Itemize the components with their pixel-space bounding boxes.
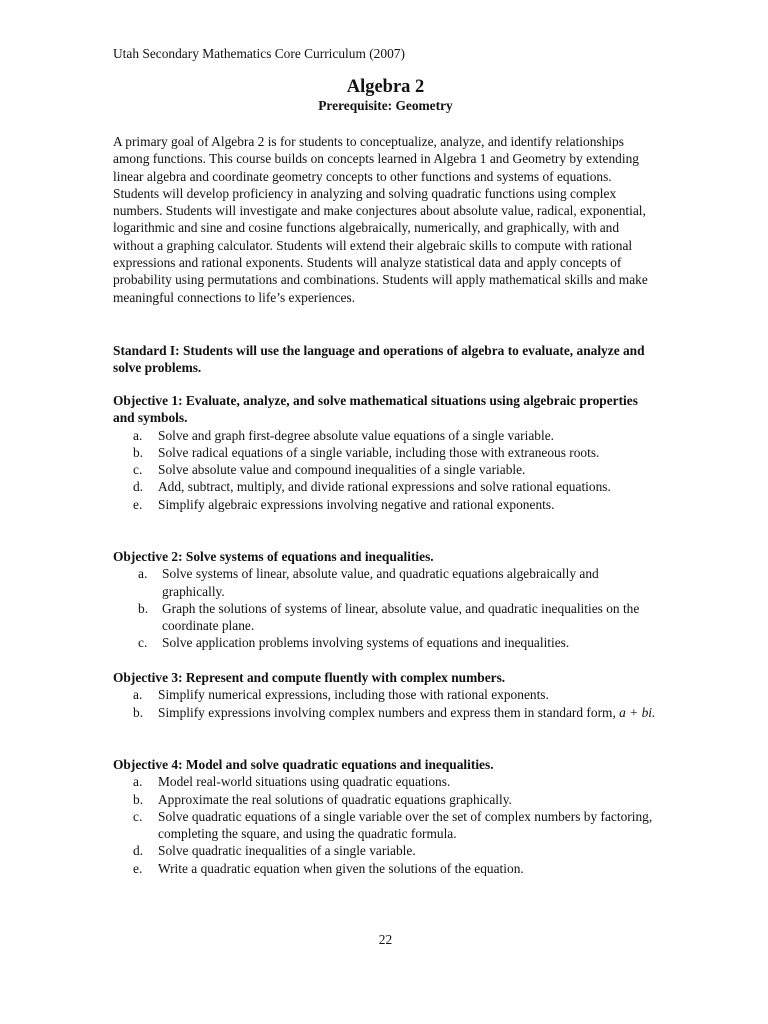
page-number: 22 (378, 932, 393, 947)
item-text: Solve application problems involving systems of equations and inequalities. (162, 635, 570, 651)
objective-items (113, 773, 658, 877)
objective-items (113, 565, 658, 651)
item-text: Model real-world situations using quadratic equations. (158, 774, 451, 790)
running-header: Utah Secondary Mathematics Core Curriculum (2007) (113, 46, 405, 61)
item-text: Approximate the real solutions of quadratic equations graphically. (158, 791, 512, 807)
item-marker: c. (133, 462, 143, 478)
objective-title: Objective 1: Evaluate, analyze, and solve mathematical situations using algebraic properties and symbols. (113, 393, 638, 426)
objective-items (113, 427, 658, 513)
objective-items (113, 686, 658, 721)
item-text: Solve quadratic inequalities of a single variable. (158, 843, 416, 859)
item-marker: d. (133, 843, 144, 859)
list-item (113, 478, 658, 495)
item-text: Add, subtract, multiply, and divide rational expressions and solve rational equations. (158, 479, 611, 495)
item-text: Solve absolute value and compound inequalities of a single variable. (158, 462, 526, 478)
objective-title: Objective 3: Represent and compute fluently with complex numbers. (113, 670, 506, 685)
item-marker: b. (138, 600, 149, 616)
list-item (113, 686, 658, 703)
item-marker: b. (133, 444, 144, 460)
item-text: Simplify expressions involving complex numbers and express them in standard form, (158, 704, 616, 720)
list-item (113, 842, 658, 859)
standard-form-expression: a + bi. (619, 704, 656, 720)
item-marker: b. (133, 791, 144, 807)
item-marker: a. (133, 687, 143, 703)
item-marker: a. (133, 427, 143, 443)
item-text: Simplify algebraic expressions involving negative and rational exponents. (158, 496, 555, 512)
list-item (113, 704, 658, 721)
list-item (113, 461, 658, 478)
item-text: Graph the solutions of systems of linear, absolute value, and quadratic inequalities on the coordinate plane. (162, 600, 640, 634)
list-item (113, 773, 658, 790)
item-text: Solve radical equations of a single variable, including those with extraneous roots. (158, 444, 600, 460)
item-marker: c. (138, 635, 148, 651)
item-marker: a. (133, 774, 143, 790)
list-item (113, 634, 658, 651)
list-item (113, 565, 658, 600)
standard-heading: Standard I: Students will use the language and operations of algebra to evaluate, analyze and solve problems. (113, 343, 645, 376)
objective-title: Objective 4: Model and solve quadratic equations and inequalities. (113, 757, 494, 772)
list-item (113, 444, 658, 461)
item-text: Solve quadratic equations of a single variable over the set of complex numbers by factoring, completing the square, and using the quadratic formula. (158, 808, 653, 842)
list-item (113, 791, 658, 808)
item-marker: c. (133, 808, 143, 824)
item-text: Solve systems of linear, absolute value, and quadratic equations algebraically and graphically. (162, 566, 599, 599)
list-item (113, 427, 658, 444)
item-marker: d. (133, 479, 144, 495)
item-marker: e. (133, 496, 143, 512)
item-marker: b. (133, 704, 144, 720)
list-item (113, 860, 658, 877)
objective-3 (113, 669, 658, 721)
list-item (113, 600, 658, 635)
item-text: Write a quadratic equation when given the solutions of the equation. (158, 860, 524, 876)
objective-1 (113, 392, 658, 513)
prerequisite-line: Prerequisite: Geometry (318, 98, 453, 113)
item-marker: a. (138, 566, 148, 582)
intro-paragraph: A primary goal of Algebra 2 is for students to conceptualize, analyze, and identify relationships among functions. This course builds on concepts learned in Algebra 1 and Geometry by extending linear algebra and coordinate geometry concepts to other functions and systems of equations. Students will develop proficiency in analyzing and solving quadratic functions using complex numbers. Students will investigate and make conjectures about absolute value, radical, exponential, logarithmic and sine and cosine functions algebraically, numerically, and graphically, with and without a graphing calculator. Students will extend their algebraic skills to compute with rational expressions and rational exponents. Students will analyze statistical data and apply concepts of probability using permutations and combinations. Students will apply mathematical skills and make meaningful connections to life’s experiences. (113, 134, 648, 305)
objective-4 (113, 756, 658, 877)
item-text: Solve and graph first-degree absolute value equations of a single variable. (158, 427, 555, 443)
page-title: Algebra 2 (346, 77, 425, 97)
list-item (113, 496, 658, 513)
objective-2 (113, 548, 658, 652)
item-marker: e. (133, 860, 143, 876)
item-text: Simplify numerical expressions, including those with rational exponents. (158, 687, 549, 703)
objective-title: Objective 2: Solve systems of equations and inequalities. (113, 549, 434, 564)
list-item (113, 808, 658, 843)
